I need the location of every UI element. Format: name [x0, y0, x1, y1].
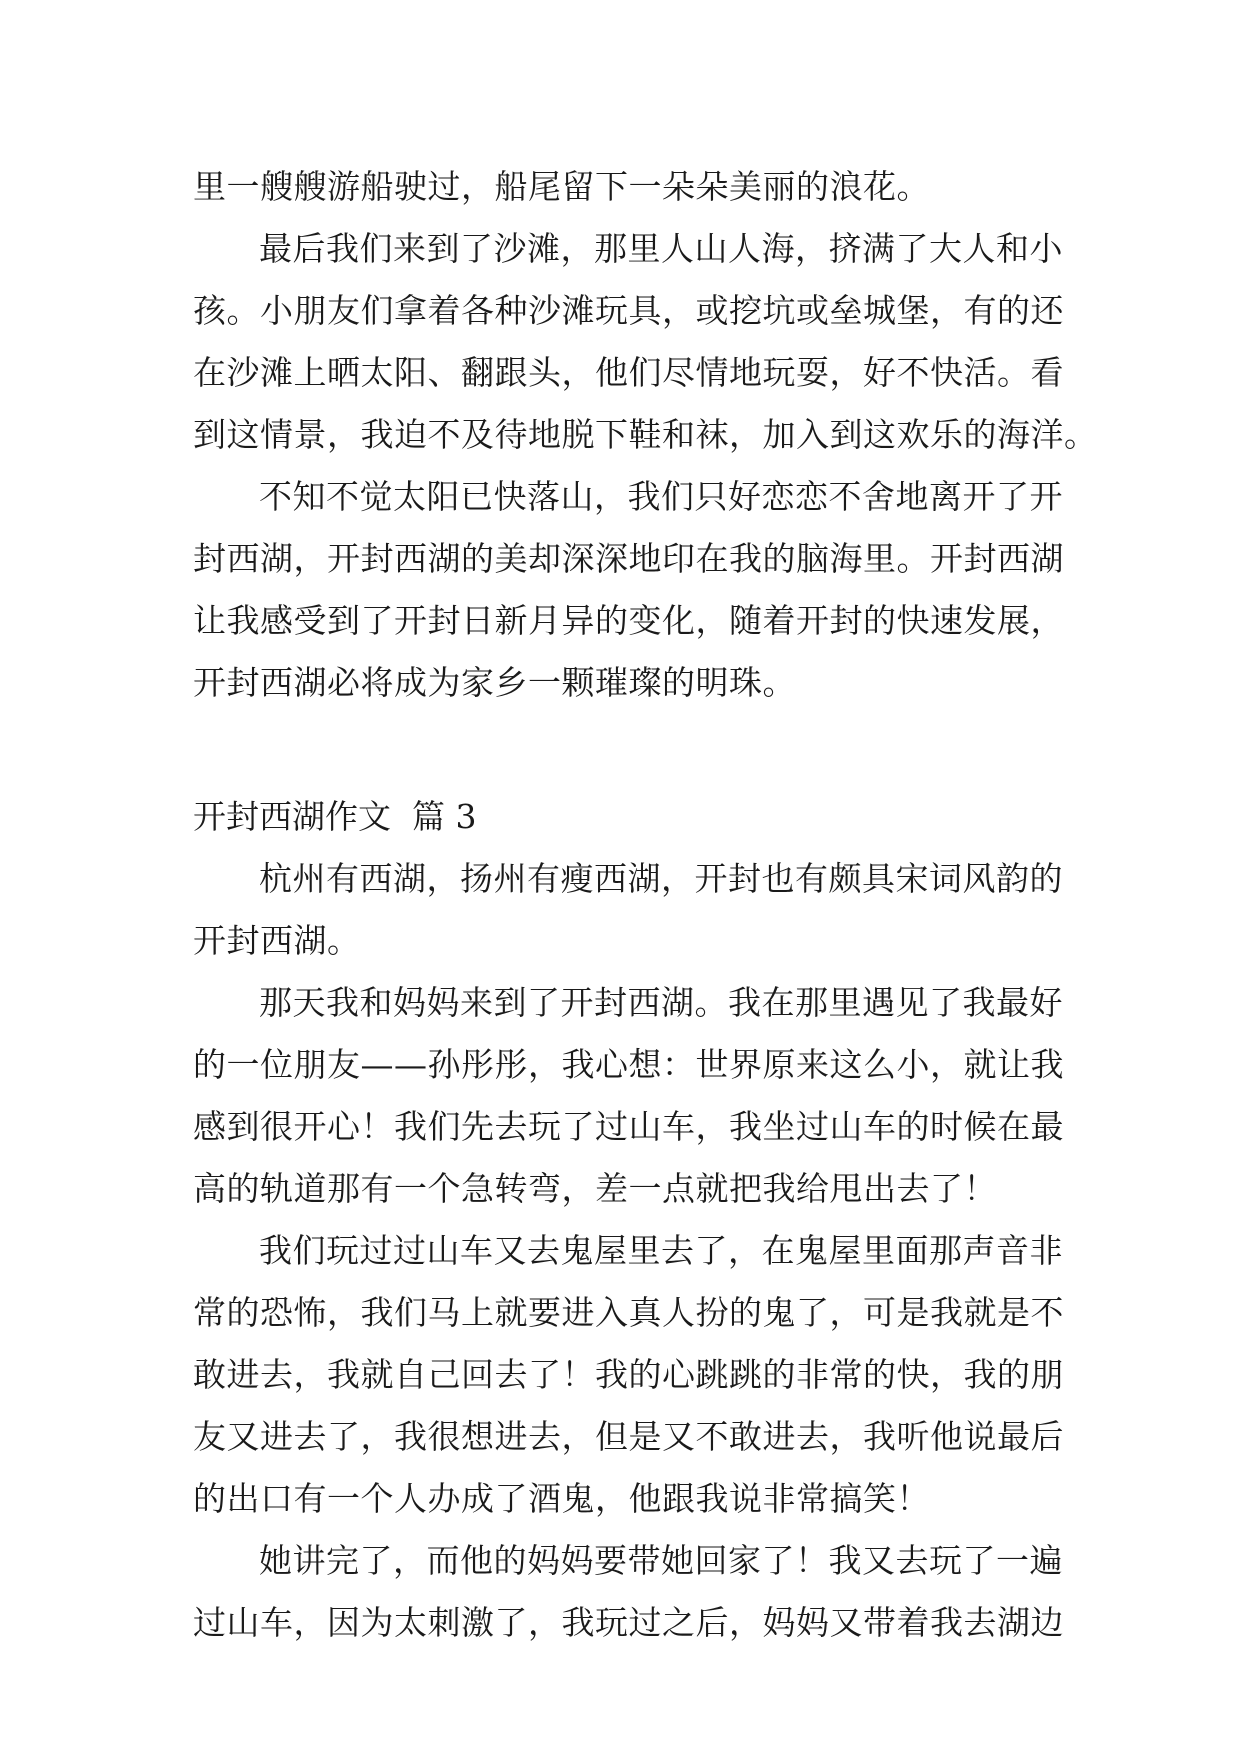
text-line: 最后我们来到了沙滩，那里人山人海，挤满了大人和小: [259, 229, 1063, 268]
text-line: 封西湖，开封西湖的美却深深地印在我的脑海里。开封西湖: [193, 539, 1064, 578]
text-line: 常的恐怖，我们马上就要进入真人扮的鬼了，可是我就是不: [193, 1293, 1064, 1332]
text-line: 杭州有西湖，扬州有瘦西湖，开封也有颇具宋词风韵的: [259, 859, 1063, 898]
text-line: 她讲完了，而他的妈妈要带她回家了！我又去玩了一遍: [259, 1541, 1063, 1580]
text-line: 让我感受到了开封日新月异的变化，随着开封的快速发展，: [193, 601, 1064, 640]
section-gap: [193, 714, 1053, 786]
text-line: 我们玩过过山车又去鬼屋里去了，在鬼屋里面那声音非: [259, 1231, 1063, 1270]
text-line: 那天我和妈妈来到了开封西湖。我在那里遇见了我最好: [259, 983, 1063, 1022]
section-heading: 开封西湖作文 篇 3: [193, 797, 477, 836]
document-page: [193, 156, 1098, 1654]
text-line: 友又进去了，我很想进去，但是又不敢进去，我听他说最后: [193, 1417, 1064, 1456]
text-line: 过山车，因为太刺激了，我玩过之后，妈妈又带着我去湖边: [193, 1603, 1064, 1642]
text-line: 的出口有一个人办成了酒鬼，他跟我说非常搞笑！: [193, 1479, 930, 1518]
text-line: 的一位朋友——孙彤彤，我心想：世界原来这么小，就让我: [193, 1045, 1064, 1084]
text-line: 里一艘艘游船驶过，船尾留下一朵朵美丽的浪花。: [193, 167, 930, 206]
text-block-bottom: [193, 848, 1064, 1654]
text-block-top: [193, 156, 1098, 714]
text-line: 不知不觉太阳已快落山，我们只好恋恋不舍地离开了开: [259, 477, 1063, 516]
text-line: 孩。小朋友们拿着各种沙滩玩具，或挖坑或垒城堡，有的还: [193, 291, 1064, 330]
text-line: 在沙滩上晒太阳、翻跟头，他们尽情地玩耍，好不快活。看: [193, 353, 1064, 392]
text-line: 到这情景，我迫不及待地脱下鞋和袜，加入到这欢乐的海洋。: [193, 415, 1098, 454]
text-line: 开封西湖。: [193, 921, 361, 960]
text-line: 敢进去，我就自己回去了！我的心跳跳的非常的快，我的朋: [193, 1355, 1064, 1394]
text-line: 高的轨道那有一个急转弯，差一点就把我给甩出去了！: [193, 1169, 997, 1208]
text-line: 开封西湖必将成为家乡一颗璀璨的明珠。: [193, 663, 796, 702]
text-line: 感到很开心！我们先去玩了过山车，我坐过山车的时候在最: [193, 1107, 1064, 1146]
